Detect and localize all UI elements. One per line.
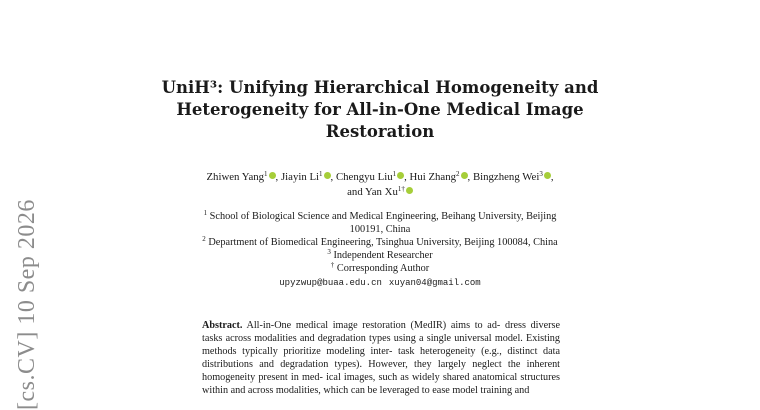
author-name: Bingzheng Wei xyxy=(472,171,540,183)
author-affil-sup: 1† xyxy=(397,185,405,193)
abstract-line: However, they largely neglect the inherent homogeneity present in med- xyxy=(202,359,561,383)
author-name: Yan Xu xyxy=(365,186,398,198)
affiliation-sup: † xyxy=(330,261,335,269)
affiliation-item xyxy=(150,223,610,236)
abstract-line: dress diverse tasks across modalities and degradation types using a single xyxy=(202,320,560,344)
title-line: Heterogeneity for All-in-One Medical Image xyxy=(176,100,584,119)
email-link[interactable]: xuyan04@gmail.com xyxy=(388,278,481,288)
author-affil-sup: 3 xyxy=(539,170,543,178)
affiliation-item xyxy=(150,262,610,275)
author-affil-sup: 2 xyxy=(456,170,460,178)
orcid-icon[interactable] xyxy=(406,187,413,194)
author-affil-sup: 1 xyxy=(264,170,268,178)
email-link[interactable]: upyzwup@buaa.edu.cn xyxy=(279,278,382,288)
author-name: Zhiwen Yang xyxy=(206,171,265,183)
author-list xyxy=(150,170,610,200)
orcid-icon[interactable] xyxy=(397,172,404,179)
abstract xyxy=(202,319,560,397)
contact-emails xyxy=(150,278,610,288)
abstract-line: across modalities, which can be leveraged to ease model training and xyxy=(247,385,530,396)
author-affil-sup: 1 xyxy=(319,170,323,178)
affiliation-text: Corresponding Author xyxy=(336,263,430,274)
affiliation-sup: 3 xyxy=(327,248,331,256)
author-name: Jiayin Li xyxy=(280,171,320,183)
author-conjunction: and xyxy=(347,186,363,198)
affiliation-text: School of Biological Science and Medical Engineering, Beihang University, Beijing xyxy=(209,211,557,222)
affiliation-text: Department of Biomedical Engineering, Tsinghua University, Beijing 100084, China xyxy=(208,237,558,248)
orcid-icon[interactable] xyxy=(324,172,331,179)
title-line: Restoration xyxy=(325,122,435,141)
abstract-line: All-in-One medical image restoration (MedIR) aims to ad- xyxy=(246,320,501,331)
title-line: UniH³: Unifying Hierarchical Homogeneity and xyxy=(161,78,599,97)
abstract-label: Abstract. xyxy=(202,320,243,331)
author-line-2 xyxy=(150,185,610,200)
affiliation-item xyxy=(150,236,610,249)
abstract-line: task heterogeneity (e.g., distinct data distributions and degradation types). xyxy=(202,346,560,370)
arxiv-side-stamp: [cs.CV] 10 Sep 2026 xyxy=(14,199,40,410)
author-line-1: Zhiwen Yang$^1$ , Jiayin Li$^1$ , Chengyu Liu$^1$ , Hui Zhang$^2$ , Bingzheng Wei$^3$ , xyxy=(206,170,554,183)
affiliations xyxy=(150,210,610,275)
affiliation-text: Independent Researcher xyxy=(333,250,433,261)
orcid-icon[interactable] xyxy=(269,172,276,179)
abstract-line: ical images, such as widely shared anatomical structures within and xyxy=(202,372,561,396)
affiliation-item xyxy=(150,249,610,262)
affiliation-item xyxy=(150,210,610,223)
author-affil-sup: 1 xyxy=(392,170,397,178)
abstract-line: universal model. Existing methods typically prioritize modeling inter- xyxy=(202,333,560,357)
paper-title xyxy=(150,77,610,143)
orcid-icon[interactable] xyxy=(544,172,551,179)
affiliation-sup: 2 xyxy=(202,235,206,243)
author-name: Hui Zhang xyxy=(409,171,457,183)
affiliation-text: 100191, China xyxy=(349,224,411,235)
orcid-icon[interactable] xyxy=(461,172,468,179)
author-name: Chengyu Liu xyxy=(335,171,393,183)
affiliation-sup: 1 xyxy=(203,209,208,217)
